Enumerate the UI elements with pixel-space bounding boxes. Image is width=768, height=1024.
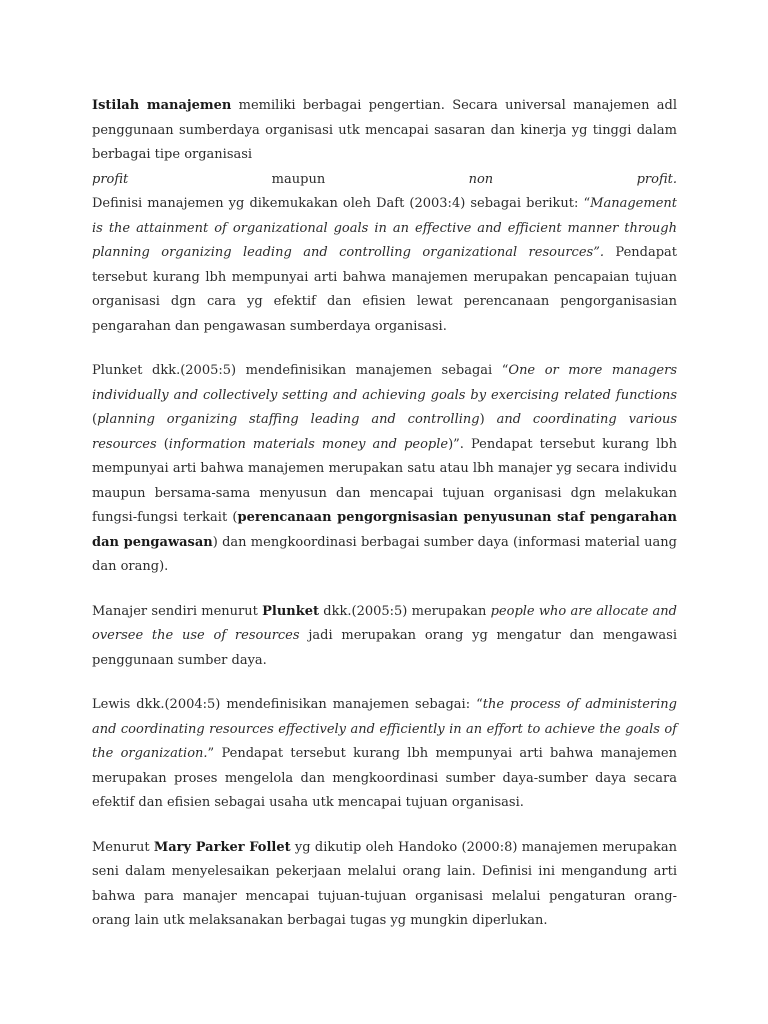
quote-plunket-resource-types: information materials money and people [168,436,449,452]
paragraph-daft-definition [92,94,677,339]
text-span: Pendapat tersebut kurang lbh mempunyai arti bahwa manajemen merupakan pencapaian tujuan organisasi dgn cara yg efektif dan efisien lewat perencanaan pengorganisasian pengarahan dan pengawasan sumberdaya organisasi. [92,245,678,334]
quote-plunket-functions: planning organizing staffing leading and controlling [97,412,480,427]
text-span: )”. Pendapat tersebut kurang lbh mempunyai arti bahwa manajemen merupakan satu atau lbh manajer yg secara individu maupun bersama-sama menyusun dan mencapai tujuan organisasi dgn melakukan fungsi-fungsi terkait ( [92,436,677,525]
text-span: dkk.(2005:5) merupakan [319,603,491,619]
text-span: yg dikutip oleh Handoko (2000:8) manajemen merupakan seni dalam menyelesaikan pekerjaan melalui orang lain. Definisi ini mengandung arti bahwa para manajer mencapai tujuan-tujuan organisasi melalui pengaturan orang-orang lain utk melaksanakan berbagai tugas yg mungkin diperlukan. [92,839,678,928]
paragraph-follet-definition [92,836,677,934]
paragraph-plunket-definition [92,359,677,580]
text-span: ( [92,412,98,427]
word-non: non [468,171,494,187]
word-maupun: maupun [271,171,326,187]
text-span: Plunket dkk.(2005:5) mendefinisikan manajemen sebagai “ [92,363,509,378]
quote-lewis: the process of administering and coordinating resources effectively and efficiently in an effort to achieve the goals of the organization. [92,697,678,761]
text-span: ) [479,412,497,427]
text-span: memiliki berbagai pengertian. Secara universal manajemen adl penggunaan sumberdaya organisasi utk mencapai sasaran dan kinerja yg tinggi dalam berbagai tipe organisasi [92,98,677,162]
term-mary-parker-follet: Mary Parker Follet [153,839,291,855]
text-span: ” Pendapat tersebut kurang lbh mempunyai arti bahwa manajemen merupakan proses mengelola dan mengkoordinasi sumber daya-sumber daya secara efektif dan efisien sebagai usaha utk mencapai tujuan organisasi. [92,746,677,810]
quote-plunket-resources: and coordinating various resources [92,412,677,452]
paragraph-lewis-definition [92,693,677,816]
text-span: jadi merupakan orang yg mengatur dan mengawasi penggunaan sumber daya. [92,628,677,668]
word-profit-end: profit. [636,171,677,187]
text-span: Manajer sendiri menurut [92,603,263,619]
text-span: ) dan mengkoordinasi berbagai sumber daya (informasi material uang dan orang). [92,534,677,574]
justified-line [92,168,677,193]
word-profit: profit [92,171,129,187]
paragraph-1-lines-b [92,192,677,339]
text-span: Menurut [92,839,154,855]
quote-manager-definition: people who are allocate and oversee the use of resources [92,603,677,643]
quote-plunket: One or more managers individually and collectively setting and achieving goals by exercising related functions [92,363,678,403]
quote-daft: Management is the attainment of organizational goals in an effective and efficient manner through planning organizing leading and controlling organizational resources”. [92,196,677,260]
text-span: Lewis dkk.(2004:5) mendefinisikan manajemen sebagai: “ [92,697,483,712]
term-management-functions: perencanaan pengorgnisasian penyusunan staf pengarahan dan pengawasan [92,510,677,550]
term-plunket: Plunket [262,603,320,619]
text-span: ( [156,436,169,452]
term-istilah-manajemen: Istilah manajemen [92,98,232,113]
paragraph-manajer-plunket [92,600,677,674]
paragraph-1-lines-a [92,94,677,168]
document-page [92,94,677,954]
text-span: Definisi manajemen yg dikemukakan oleh Daft (2003:4) sebagai berikut: “ [92,196,591,211]
